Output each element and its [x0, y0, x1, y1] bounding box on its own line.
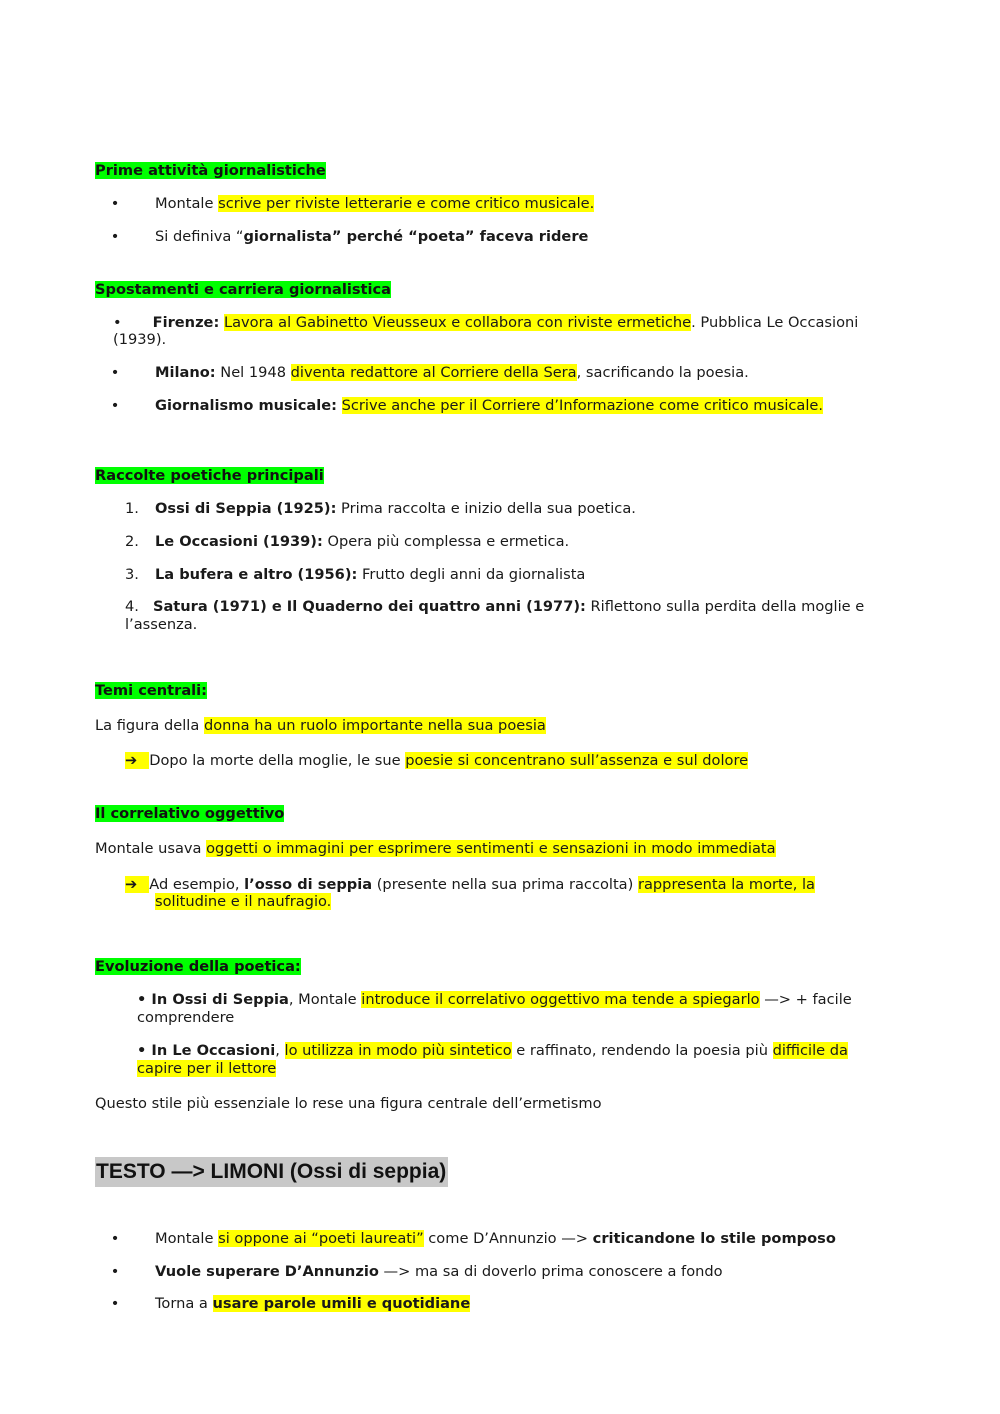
heading-spostamenti: Spostamenti e carriera giornalistica	[95, 281, 392, 298]
bullet-icon: •	[110, 1295, 120, 1312]
heading-correlativo: Il correlativo oggettivo	[95, 805, 285, 822]
list-item-continuation: comprendere	[137, 1009, 235, 1026]
arrow-item-continuation: solitudine e il naufragio.	[155, 893, 332, 910]
arrow-icon: ➔	[125, 876, 149, 893]
list-item: • In Ossi di Seppia, Montale introduce il correlativo oggettivo ma tende a spiegarlo —> + facile	[137, 991, 852, 1008]
numbered-item: 1. Ossi di Seppia (1925): Prima raccolta e inizio della sua poetica.	[125, 500, 636, 517]
list-item-continuation: capire per il lettore	[137, 1060, 277, 1077]
bullet-icon: •	[110, 228, 120, 245]
arrow-item: ➔ Ad esempio, l’osso di seppia (presente nella sua prima raccolta) rappresenta la morte, la	[125, 876, 815, 893]
bullet-icon: •	[110, 364, 120, 381]
heading-raccolte: Raccolte poetiche principali	[95, 467, 324, 484]
heading-prime-attivita: Prime attività giornalistiche	[95, 162, 326, 179]
heading-temi: Temi centrali:	[95, 682, 208, 699]
bullet-icon: •	[110, 1230, 120, 1247]
section-title: TESTO —> LIMONI (Ossi di seppia)	[95, 1157, 448, 1187]
bullet-icon: •	[113, 314, 122, 331]
arrow-item: ➔ Dopo la morte della moglie, le sue poesie si concentrano sull’assenza e sul dolore	[125, 752, 749, 769]
list-item: • In Le Occasioni, lo utilizza in modo più sintetico e raffinato, rendendo la poesia più difficile da	[137, 1042, 848, 1059]
heading-evoluzione: Evoluzione della poetica:	[95, 958, 301, 975]
numbered-item: 3. La bufera e altro (1956): Frutto degli anni da giornalista	[125, 566, 586, 583]
bullet-icon: •	[110, 397, 120, 414]
numbered-item: 4. Satura (1971) e Il Quaderno dei quattro anni (1977): Riflettono sulla perdita della moglie e	[125, 598, 865, 615]
paragraph: La figura della donna ha un ruolo importante nella sua poesia	[95, 717, 546, 734]
list-item-continuation: (1939).	[113, 331, 167, 348]
numbered-item: 2. Le Occasioni (1939): Opera più complessa e ermetica.	[125, 533, 570, 550]
paragraph: Questo stile più essenziale lo rese una figura centrale dell’ermetismo	[95, 1095, 602, 1112]
bullet-icon: •	[110, 195, 120, 212]
bullet-icon: •	[110, 1263, 120, 1280]
numbered-item-continuation: l’assenza.	[125, 616, 198, 633]
arrow-icon: ➔	[125, 752, 149, 769]
paragraph: Montale usava oggetti o immagini per esprimere sentimenti e sensazioni in modo immediata	[95, 840, 776, 857]
list-item: • Firenze: Lavora al Gabinetto Vieusseux e collabora con riviste ermetiche. Pubblica Le Occasioni	[113, 314, 859, 331]
